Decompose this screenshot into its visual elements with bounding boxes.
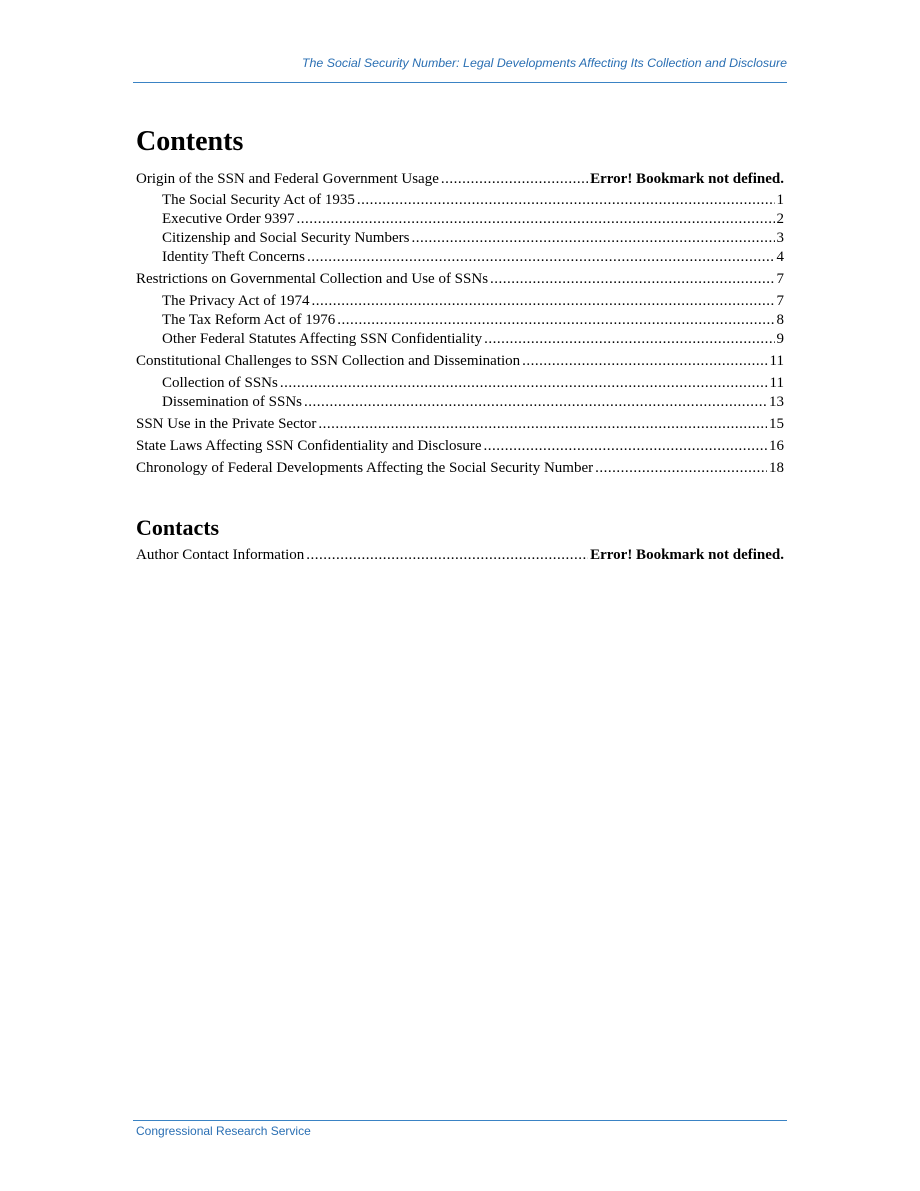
dot-leader [441, 170, 588, 189]
dot-leader [357, 191, 775, 210]
contents-heading: Contents [136, 126, 244, 157]
toc-entry-label: SSN Use in the Private Sector [136, 416, 317, 432]
toc-entry-label: Citizenship and Social Security Numbers [162, 230, 410, 246]
toc-entry-page: 11 [769, 375, 784, 391]
toc-entry-page: 2 [776, 211, 784, 227]
toc-entry-page: 7 [776, 271, 784, 287]
dot-leader [595, 459, 767, 478]
toc-entry-label: Constitutional Challenges to SSN Collection and Dissemination [136, 353, 521, 369]
toc-entry-page: 9 [776, 331, 784, 347]
page-footer [133, 1120, 787, 1139]
toc-entry[interactable] [136, 191, 784, 210]
toc-entry-page: 1 [776, 192, 784, 208]
toc-entry-page: 11 [769, 353, 784, 369]
toc-entry-page: 7 [776, 293, 784, 309]
dot-leader [490, 270, 774, 289]
footer-publisher: Congressional Research Service [136, 1124, 311, 1138]
toc-entry-label: Dissemination of SSNs [162, 394, 303, 410]
toc-entry-page: 15 [769, 416, 784, 432]
dot-leader [484, 330, 774, 349]
toc-entry-label: The Social Security Act of 1935 [162, 192, 355, 208]
toc-entry[interactable] [136, 415, 784, 434]
toc-entry-page: 8 [776, 312, 784, 328]
dot-leader [306, 546, 588, 565]
dot-leader [337, 311, 774, 330]
document-body [136, 124, 784, 565]
toc-entry-label: Other Federal Statutes Affecting SSN Confidentiality [162, 331, 483, 347]
toc-entry[interactable] [136, 229, 784, 248]
toc-entry[interactable] [136, 292, 784, 311]
contacts-heading: Contacts [136, 515, 220, 540]
toc-entry-page: Error! Bookmark not defined. [590, 171, 784, 187]
dot-leader [296, 210, 774, 229]
toc-entry-label: Restrictions on Governmental Collection and Use of SSNs [136, 271, 489, 287]
contacts-list [136, 546, 784, 565]
page-header [133, 54, 787, 83]
dot-leader [311, 292, 774, 311]
toc-entry-page: 16 [769, 438, 784, 454]
toc-entry-page: 3 [776, 230, 784, 246]
toc-entry[interactable] [136, 459, 784, 478]
dot-leader [307, 248, 774, 267]
toc-entry[interactable] [136, 352, 784, 371]
toc-entry-page: Error! Bookmark not defined. [590, 547, 784, 563]
toc-entry-label: State Laws Affecting SSN Confidentiality and Disclosure [136, 438, 482, 454]
toc-entry[interactable] [136, 248, 784, 267]
toc-entry-label: Collection of SSNs [162, 375, 278, 391]
toc-entry[interactable] [136, 546, 784, 565]
toc-entry[interactable] [136, 210, 784, 229]
toc-entry-label: The Privacy Act of 1974 [162, 293, 310, 309]
dot-leader [522, 352, 767, 371]
toc-entry-label: Executive Order 9397 [162, 211, 295, 227]
toc-entry[interactable] [136, 374, 784, 393]
dot-leader [411, 229, 774, 248]
toc-entry-page: 13 [769, 394, 784, 410]
dot-leader [280, 374, 768, 393]
dot-leader [484, 437, 767, 456]
toc-entry-page: 18 [769, 460, 784, 476]
toc-entry[interactable] [136, 330, 784, 349]
dot-leader [318, 415, 767, 434]
toc-entry[interactable] [136, 170, 784, 189]
toc-entry-page: 4 [776, 249, 784, 265]
toc-entry-label: Chronology of Federal Developments Affecting the Social Security Number [136, 460, 594, 476]
toc-entry[interactable] [136, 393, 784, 412]
toc-entry-label: Author Contact Information [136, 547, 305, 563]
toc-entry-label: Origin of the SSN and Federal Government Usage [136, 171, 439, 187]
toc-entry-label: Identity Theft Concerns [162, 249, 306, 265]
toc-entry[interactable] [136, 311, 784, 330]
toc-entry-label: The Tax Reform Act of 1976 [162, 312, 336, 328]
toc-entry[interactable] [136, 270, 784, 289]
running-title: The Social Security Number: Legal Developments Affecting Its Collection and Disclosure [301, 56, 787, 70]
contents-list [136, 170, 784, 478]
dot-leader [304, 393, 767, 412]
toc-entry[interactable] [136, 437, 784, 456]
